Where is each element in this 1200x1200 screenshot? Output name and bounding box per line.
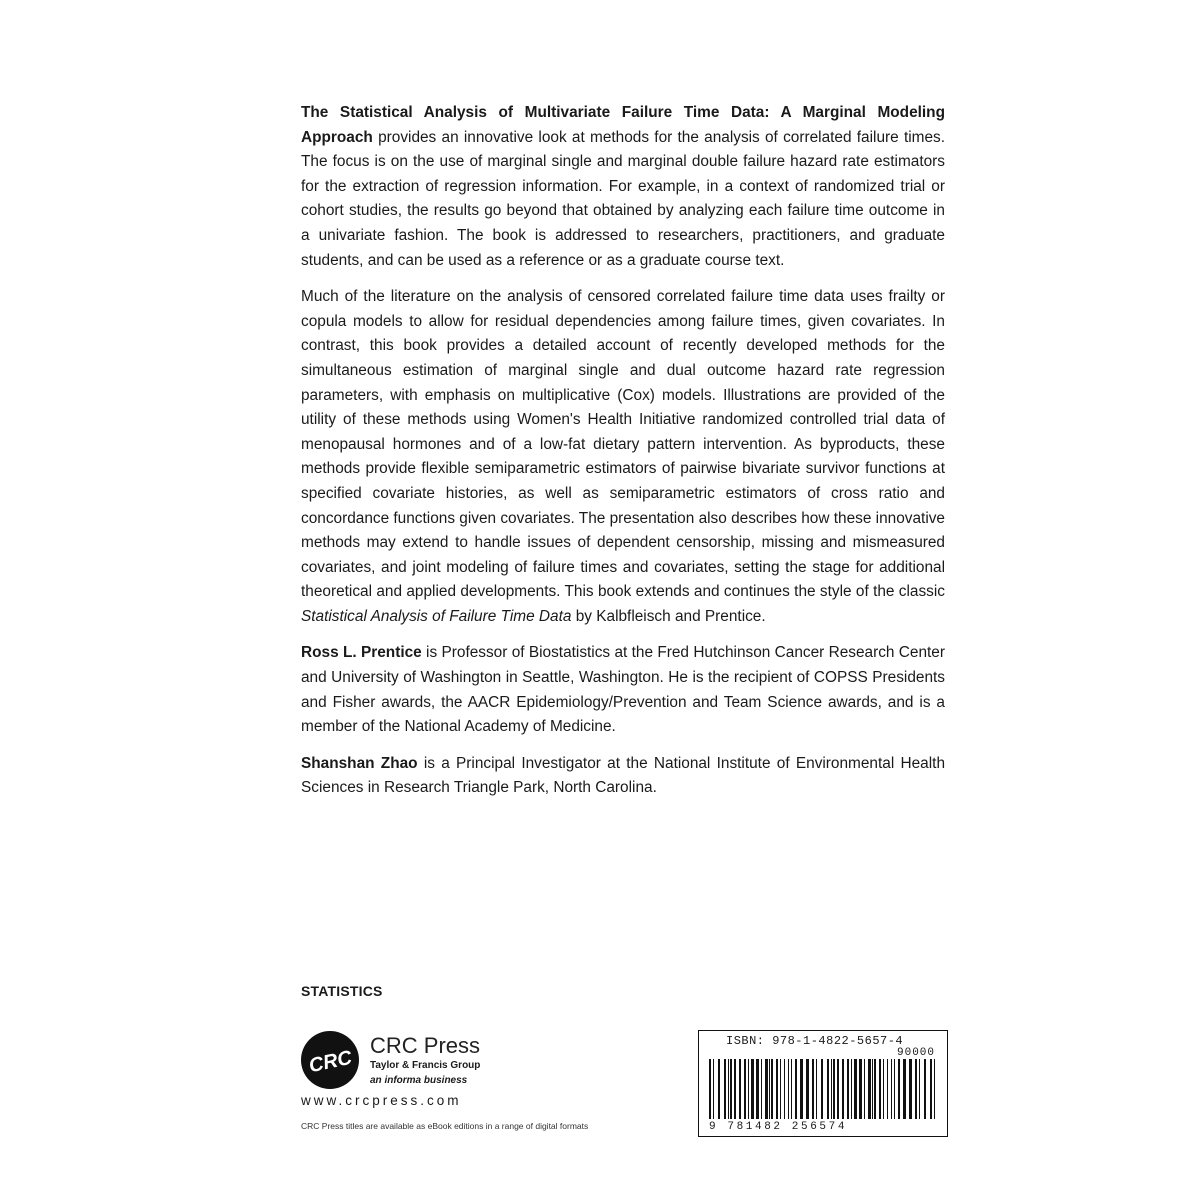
barcode-bar [730, 1059, 732, 1119]
publisher-website: www.crcpress.com [301, 1093, 462, 1108]
barcode-bar [771, 1059, 773, 1119]
barcode-bar [879, 1059, 881, 1119]
description-paragraph-2 [301, 285, 945, 629]
crc-logo-icon [300, 1030, 360, 1090]
barcode-bar [851, 1059, 852, 1119]
barcode-bar [930, 1059, 932, 1119]
barcode-bar [751, 1059, 754, 1119]
barcode-bar [898, 1059, 900, 1119]
barcode-bar [728, 1059, 729, 1119]
barcode-bar [739, 1059, 741, 1119]
barcode-bar [756, 1059, 759, 1119]
author-bio-text-1: is Professor of Biostatistics at the Fred Hutchinson Cancer Research Center and University of Washington in Seattle, Washington. He is the recipient of COPSS Presidents and Fisher awards, the AACR Epidemiology/Prevention and Team Science awards, and is a member of the National Academy of Medicine. [301, 644, 945, 736]
barcode-bar [724, 1059, 726, 1119]
price-code: 90000 [897, 1047, 936, 1059]
description-paragraph-1 [301, 101, 945, 273]
barcode-bar [872, 1059, 873, 1119]
barcode-bar [744, 1059, 746, 1119]
subject-category: STATISTICS [301, 983, 383, 999]
barcode-bar [868, 1059, 871, 1119]
description-text-2-end: by Kalbfleisch and Prentice. [571, 607, 766, 625]
barcode-bar [821, 1059, 823, 1119]
barcode-bar [833, 1059, 835, 1119]
barcode-bar [915, 1059, 917, 1119]
author-bio-text-2: is a Principal Investigator at the National Institute of Environmental Health Sciences in Research Triangle Park, North Carolina. [301, 754, 945, 797]
barcode-bar [934, 1059, 935, 1119]
barcode-digits: 9 781482 256574 [709, 1121, 848, 1133]
barcode-bar [816, 1059, 817, 1119]
barcode-bar [784, 1059, 785, 1119]
author-bio-1 [301, 641, 945, 739]
barcode-bar [718, 1059, 720, 1119]
barcode-bar [859, 1059, 862, 1119]
barcode-bar [894, 1059, 895, 1119]
publisher-name: CRC Press [370, 1033, 481, 1058]
barcode-bar [837, 1059, 839, 1119]
author-bio-2 [301, 752, 945, 801]
barcode-bar [842, 1059, 844, 1119]
barcode-bar [883, 1059, 884, 1119]
blurb-text [301, 101, 945, 813]
barcode-bar [734, 1059, 736, 1119]
isbn-barcode [698, 1030, 948, 1137]
barcode-bar [874, 1059, 876, 1119]
barcode-bar [795, 1059, 797, 1119]
barcode-bar [831, 1059, 832, 1119]
barcode-bar [713, 1059, 714, 1119]
barcode-bar [776, 1059, 778, 1119]
barcode-bar [891, 1059, 892, 1119]
description-text-1: provides an innovative look at methods for the analysis of correlated failure times. The focus is on the use of marginal single and marginal double failure hazard rate estimators for the extraction of regression information. For example, in a context of randomized trial or cohort studies, the results go beyond that obtained by analyzing each failure time outcome in a univariate fashion. The book is addressed to researchers, practitioners, and graduate students, and can be used as a reference or as a graduate course text. [301, 128, 945, 269]
barcode-bar [780, 1059, 781, 1119]
publisher-tagline: an informa business [370, 1075, 468, 1086]
barcode-bar [847, 1059, 849, 1119]
barcode-bar [919, 1059, 920, 1119]
barcode-bar [748, 1059, 749, 1119]
barcode-bar [769, 1059, 770, 1119]
author-name-2: Shanshan Zhao [301, 754, 418, 772]
barcode-bar [761, 1059, 762, 1119]
barcode-bar [827, 1059, 829, 1119]
barcode-bar [909, 1059, 912, 1119]
barcode-bar [903, 1059, 906, 1119]
barcode-bars [707, 1059, 939, 1127]
classic-book-title: Statistical Analysis of Failure Time Data [301, 607, 572, 625]
author-name-1: Ross L. Prentice [301, 644, 422, 662]
barcode-bar [812, 1059, 814, 1119]
ebook-note: CRC Press titles are available as eBook editions in a range of digital formats [301, 1121, 589, 1131]
logo-mark-text: CRC [306, 1046, 354, 1078]
barcode-bar [887, 1059, 888, 1119]
barcode-bar [864, 1059, 865, 1119]
barcode-bar [854, 1059, 857, 1119]
barcode-bar [924, 1059, 926, 1119]
barcode-bar [788, 1059, 789, 1119]
barcode-bar [800, 1059, 803, 1119]
isbn-label: ISBN: 978-1-4822-5657-4 [726, 1034, 904, 1048]
book-title: The Statistical Analysis of Multivariate Failure Time Data: A Marginal Modeling Approach [301, 104, 945, 146]
barcode-bar [709, 1059, 711, 1119]
barcode-bar [765, 1059, 768, 1119]
description-text-2: Much of the literature on the analysis of censored correlated failure time data uses frailty or copula models to allow for residual dependencies among failure times, given covariates. In contrast, this book provides a detailed account of recently developed methods for the simultaneous estimation of marginal single and dual outcome hazard rate regression parameters, with emphasis on multiplicative (Cox) models. Illustrations are provided of the utility of these methods using Women's Health Initiative randomized controlled trial data of menopausal hormones and of a low-fat dietary pattern intervention. As byproducts, these methods provide flexible semiparametric estimators of pairwise bivariate survivor functions at specified covariate histories, as well as semiparametric estimators of cross ratio and concordance functions given covariates. The presentation also describes how these innovative methods may extend to handle issues of dependent censorship, missing and mismeasured covariates, and joint modeling of failure times and covariates, setting the stage for additional theoretical and applied developments. This book extends and continues the style of the classic [301, 288, 945, 601]
publisher-group: Taylor & Francis Group [370, 1060, 481, 1071]
barcode-bar [791, 1059, 792, 1119]
barcode-bar [806, 1059, 809, 1119]
publisher-logo [300, 1030, 520, 1100]
